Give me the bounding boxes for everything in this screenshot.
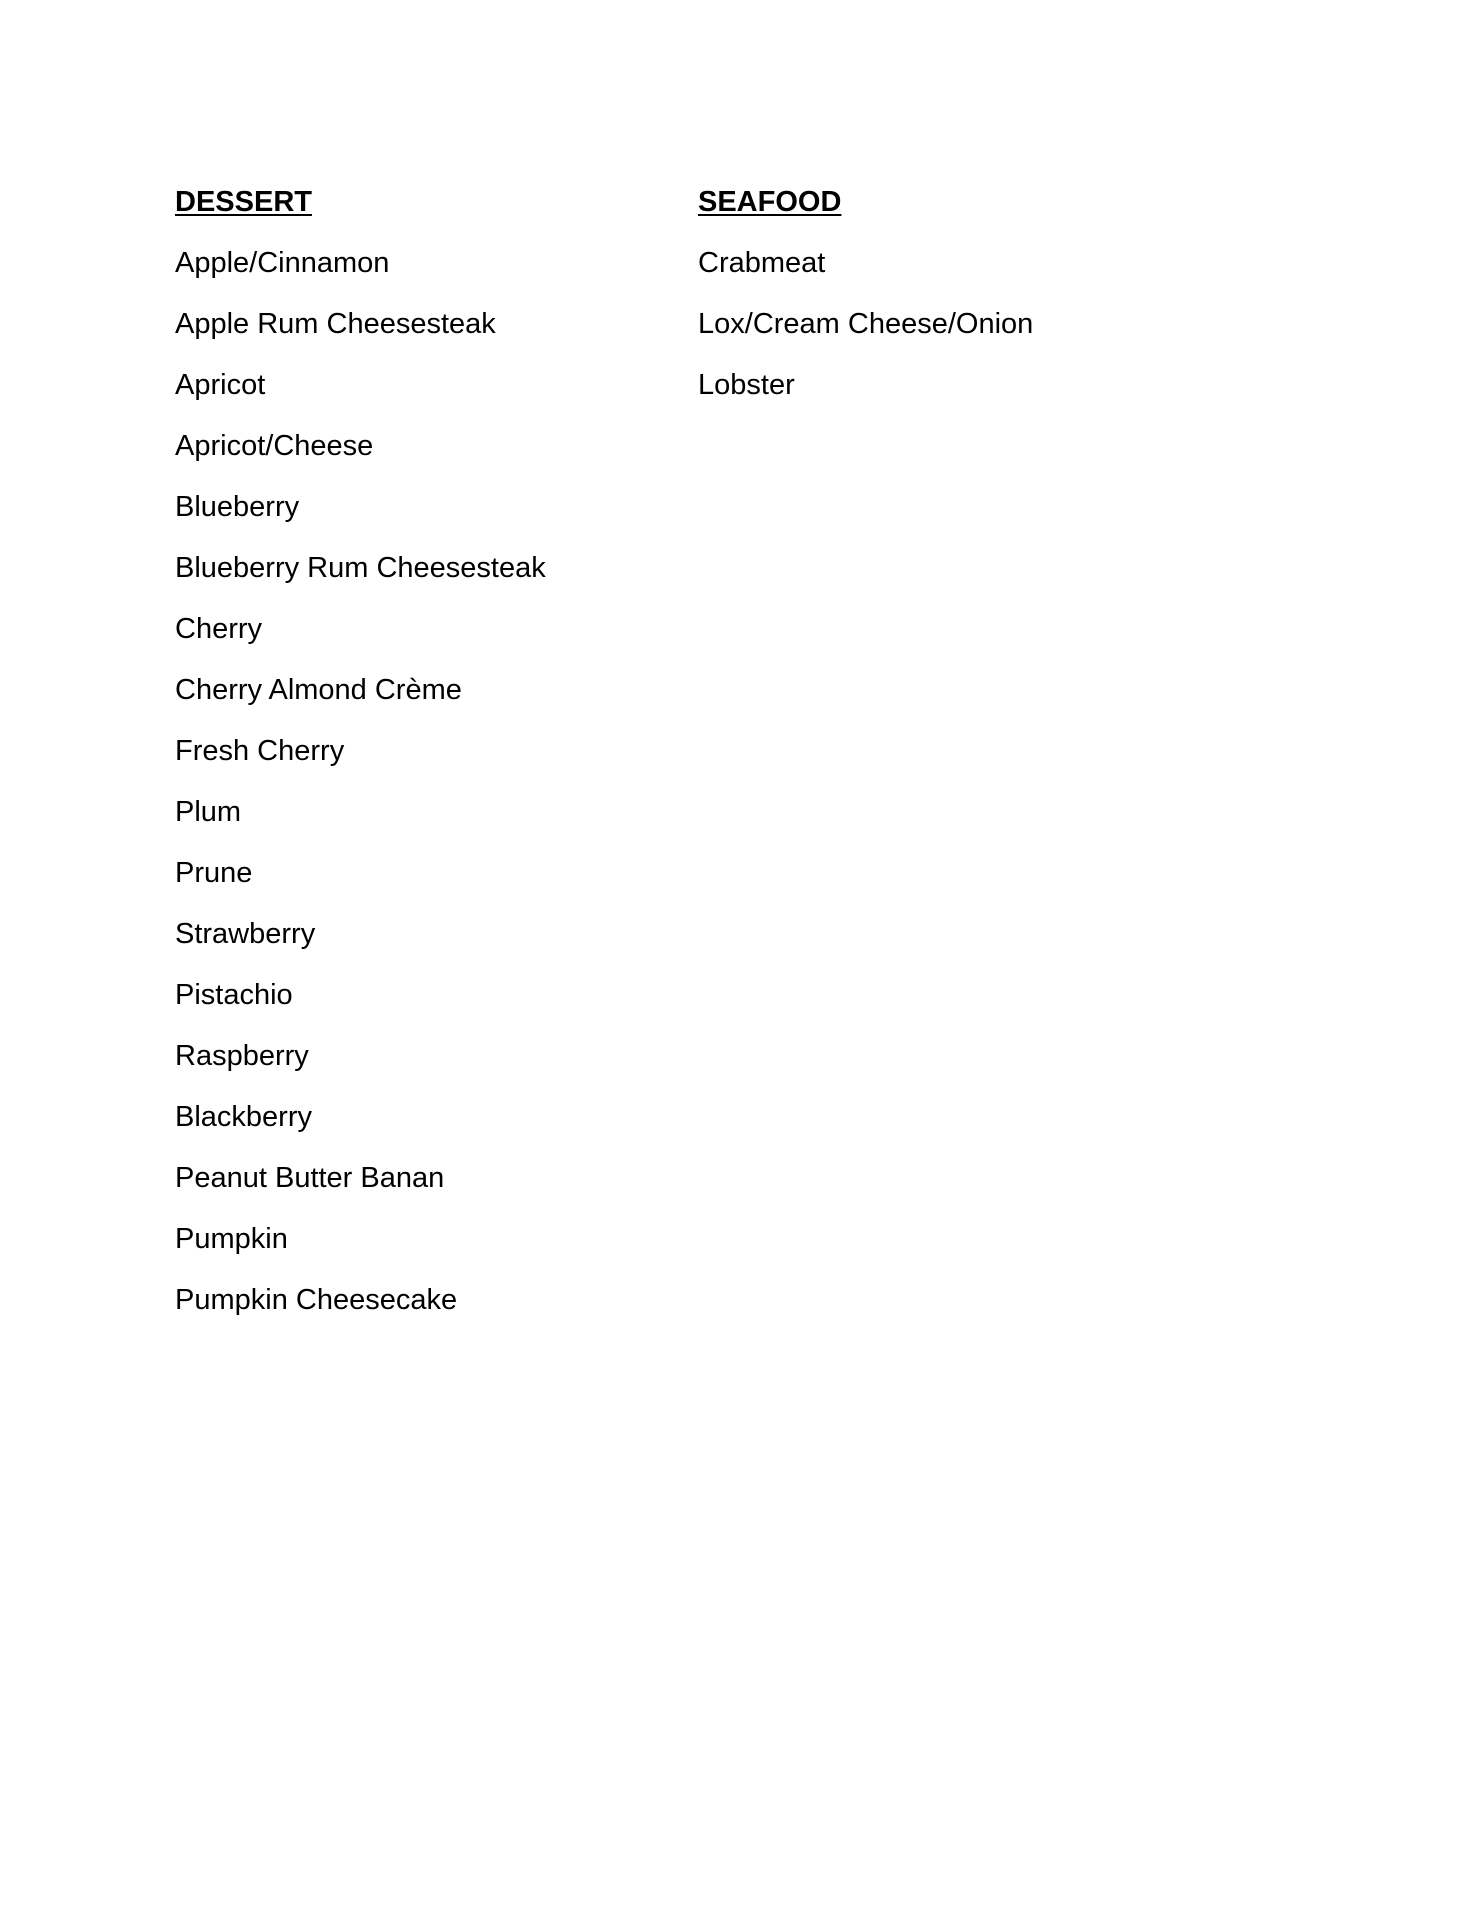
dessert-item: Blackberry xyxy=(175,1101,312,1133)
dessert-section xyxy=(175,172,675,1331)
seafood-list xyxy=(698,233,1218,416)
dessert-item: Pumpkin Cheesecake xyxy=(175,1284,458,1316)
dessert-item: Peanut Butter Banan xyxy=(175,1162,445,1194)
dessert-item: Plum xyxy=(175,796,242,828)
seafood-section xyxy=(698,172,1218,416)
dessert-item: Pumpkin xyxy=(175,1223,288,1255)
seafood-item: Lobster xyxy=(698,369,795,401)
dessert-item: Apricot/Cheese xyxy=(175,430,374,462)
dessert-heading: DESSERT xyxy=(175,186,312,218)
dessert-item: Cherry xyxy=(175,613,263,645)
seafood-heading: SEAFOOD xyxy=(698,186,842,218)
dessert-item: Pistachio xyxy=(175,979,293,1011)
dessert-list xyxy=(175,233,675,1331)
dessert-item: Apple/Cinnamon xyxy=(175,247,390,279)
dessert-item: Blueberry xyxy=(175,491,300,523)
dessert-item: Apricot xyxy=(175,369,266,401)
dessert-item: Blueberry Rum Cheesesteak xyxy=(175,552,546,584)
dessert-item: Apple Rum Cheesesteak xyxy=(175,308,496,340)
dessert-item: Fresh Cherry xyxy=(175,735,345,767)
dessert-item: Cherry Almond Crème xyxy=(175,674,462,706)
seafood-item: Crabmeat xyxy=(698,247,826,279)
seafood-item: Lox/Cream Cheese/Onion xyxy=(698,308,1034,340)
dessert-item: Raspberry xyxy=(175,1040,309,1072)
dessert-item: Strawberry xyxy=(175,918,316,950)
dessert-item: Prune xyxy=(175,857,253,889)
